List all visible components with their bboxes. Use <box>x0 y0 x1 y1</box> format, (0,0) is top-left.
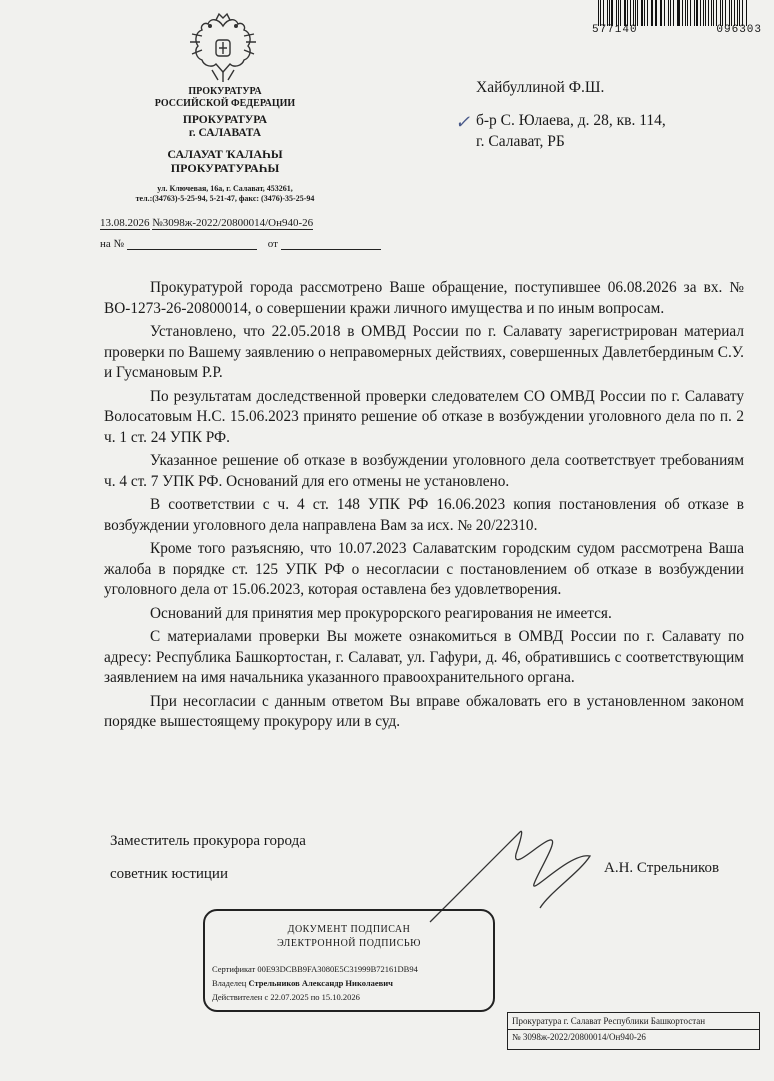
recipient-address-line2: г. Салават, РБ <box>476 132 565 150</box>
paragraph: Прокуратурой города рассмотрено Ваше обращение, поступившее 06.08.2026 за вх. № ВО-1273-26-20800014, о совершении кражи личного имущества и по иным вопросам. <box>104 279 744 317</box>
paragraph: Кроме того разъясняю, что 10.07.2023 Салаватским городским судом рассмотрена Ваша жалоба в порядке ст. 125 УПК РФ о несогласии с постановлением об отказе в возбуждении уголовного дела от 15.06.2023, которая оставлена без удовлетворения. <box>104 540 744 598</box>
barcode-bar <box>668 0 669 26</box>
barcode <box>598 0 748 26</box>
barcode-bar <box>716 0 717 26</box>
barcode-bar <box>682 0 683 26</box>
barcode-bar <box>734 0 735 26</box>
valid-to: 15.10.2026 <box>321 992 360 1002</box>
barcode-bar <box>677 0 678 26</box>
on-no-blank <box>127 239 257 250</box>
barcode-bar <box>700 0 701 26</box>
coat-of-arms-eagle-icon <box>188 12 258 84</box>
barcode-bar <box>687 0 688 26</box>
barcode-bar <box>618 0 619 26</box>
barcode-bar <box>635 0 636 26</box>
barcode-bar <box>713 0 714 26</box>
barcode-bar <box>696 0 698 26</box>
paragraph: Установлено, что 22.05.2018 в ОМВД России по г. Салавату зарегистрирован материал проверки по Вашему заявлению о неправомерных действиях, совершенных Давлетбердиным С.У. и Гусмановым Р.Р. <box>104 323 744 381</box>
org-address: ул. Ключевая, 16а, г. Салават, 453261, тел.:(34763)-5-25-94, 5-21-47, факс: (3476)-35-25-94 <box>135 184 315 204</box>
barcode-bar <box>616 0 617 26</box>
barcode-bar <box>609 0 610 26</box>
owner-label: Владелец <box>212 978 247 988</box>
barcode-bar <box>694 0 695 26</box>
paragraph: С материалами проверки Вы можете ознакомиться в ОМВД России по г. Салавату по адресу: Республика Башкортостан, г. Салават, ул. Гафури, д. 46, обратившись с соответствующим заявлением на имя начальника указанного правоохранительного органа. <box>104 628 744 686</box>
paragraph: Оснований для принятия мер прокурорского реагирования не имеется. <box>150 604 612 622</box>
barcode-bar <box>620 0 621 26</box>
barcode-bar <box>600 0 601 26</box>
barcode-bar <box>703 0 704 26</box>
barcode-bar <box>742 0 743 26</box>
barcode-bar <box>644 0 645 26</box>
barcode-bar <box>627 0 628 26</box>
barcode-bar <box>729 0 730 26</box>
recipient-block <box>476 78 666 153</box>
barcode-bar <box>624 0 626 26</box>
signer-rank: советник юстиции <box>110 866 228 882</box>
paragraph: По результатам доследственной проверки следователем СО ОМВД России по г. Салавату Волосатовым Н.С. 15.06.2023 принято решение об отказе в возбуждении уголовного дела по п. 2 ч. 1 ст. 24 УПК РФ. <box>104 387 744 446</box>
paragraph: При несогласии с данным ответом Вы вправе обжаловать его в установленном законом порядке вышестоящему прокурору или в суд. <box>104 692 744 730</box>
barcode-bar <box>670 0 671 26</box>
barcode-bar <box>637 0 638 26</box>
barcode-bar <box>690 0 691 26</box>
barcode-bar <box>660 0 661 26</box>
barcode-bar <box>641 0 643 26</box>
stamp-title: ДОКУМЕНТ ПОДПИСАН <box>287 924 411 935</box>
on-no-label: на № <box>100 238 125 250</box>
barcode-bar <box>725 0 726 26</box>
valid-to-prefix: по <box>310 992 320 1002</box>
barcode-bar <box>655 0 657 26</box>
cert-value: 00E93DCBB9FA3080E5C31999B72161DB94 <box>257 964 418 974</box>
barcode-bar <box>708 0 709 26</box>
barcode-numbers <box>592 24 762 36</box>
barcode-bar <box>722 0 723 26</box>
letter-body <box>104 278 744 736</box>
valid-from-prefix: с <box>264 992 269 1002</box>
barcode-bar <box>685 0 686 26</box>
paragraph: Указанное решение об отказе в возбуждении уголовного дела соответствует требованиям ч. 4 ст. 7 УПК РФ. Оснований для его отмены не установлено. <box>104 452 744 490</box>
org-name-bashkir: САЛАУАТ ҠАЛАҺЫ ПРОКУРАТУРАҺЫ <box>167 147 283 175</box>
stamp-owner <box>212 978 393 988</box>
recipient-name: Хайбуллиной Ф.Ш. <box>476 79 605 96</box>
registry-number: № 3098ж-2022/20800014/Он940-26 <box>512 1032 646 1042</box>
barcode-bar <box>647 0 648 26</box>
valid-label: Действителен <box>212 992 263 1002</box>
barcode-bar <box>611 0 612 26</box>
valid-from: 22.07.2025 <box>270 992 309 1002</box>
from-label: от <box>267 238 278 250</box>
barcode-bar <box>731 0 732 26</box>
signer-name: А.Н. Стрельников <box>604 860 720 876</box>
org-name-salavat: ПРОКУРАТУРА г. САЛАВАТА <box>182 114 268 140</box>
stamp-validity <box>212 992 360 1002</box>
handwritten-check-icon: ✓ <box>455 112 471 132</box>
barcode-bar <box>607 0 608 26</box>
registry-divider <box>507 1029 760 1030</box>
barcode-right-number: 096303 <box>716 24 762 36</box>
barcode-left-number: 577140 <box>592 24 638 36</box>
barcode-bar <box>711 0 712 26</box>
signer-position: Заместитель прокурора города <box>110 833 306 849</box>
barcode-bar <box>664 0 665 26</box>
reference-line <box>100 238 381 250</box>
barcode-bar <box>720 0 722 26</box>
barcode-bar <box>673 0 674 26</box>
barcode-bar <box>630 0 631 26</box>
registration-line <box>100 217 313 229</box>
barcode-bar <box>746 0 747 26</box>
stamp-subtitle: ЭЛЕКТРОННОЙ ПОДПИСЬЮ <box>277 938 421 949</box>
registration-number: №3098ж-2022/20800014/Он940-26 <box>152 217 314 229</box>
cert-label: Сертификат <box>212 964 256 974</box>
stamp-certificate <box>212 964 418 974</box>
barcode-bar <box>603 0 605 26</box>
recipient-address-line1: б-р С. Юлаева, д. 28, кв. 114, <box>476 111 666 129</box>
barcode-bar <box>598 0 599 26</box>
barcode-bar <box>633 0 634 26</box>
org-name-russian-federation: ПРОКУРАТУРА РОССИЙСКОЙ ФЕДЕРАЦИИ <box>154 86 296 109</box>
barcode-bar <box>661 0 662 26</box>
from-blank <box>281 239 381 250</box>
paragraph: В соответствии с ч. 4 ст. 148 УПК РФ 16.06.2023 копия постановления об отказе в возбуждении уголовного дела направлена Вам за исх. № 20/22310. <box>104 496 744 534</box>
barcode-bar <box>652 0 653 26</box>
barcode-bar <box>678 0 680 26</box>
registration-date: 13.08.2026 <box>100 217 150 229</box>
owner-value: Стрельников Александр Николаевич <box>248 978 393 988</box>
barcode-bar <box>705 0 706 26</box>
barcode-bar <box>651 0 652 26</box>
barcode-bar <box>739 0 741 26</box>
barcode-bar <box>737 0 738 26</box>
registry-org: Прокуратура г. Салават Республики Башкортостан <box>512 1016 706 1026</box>
